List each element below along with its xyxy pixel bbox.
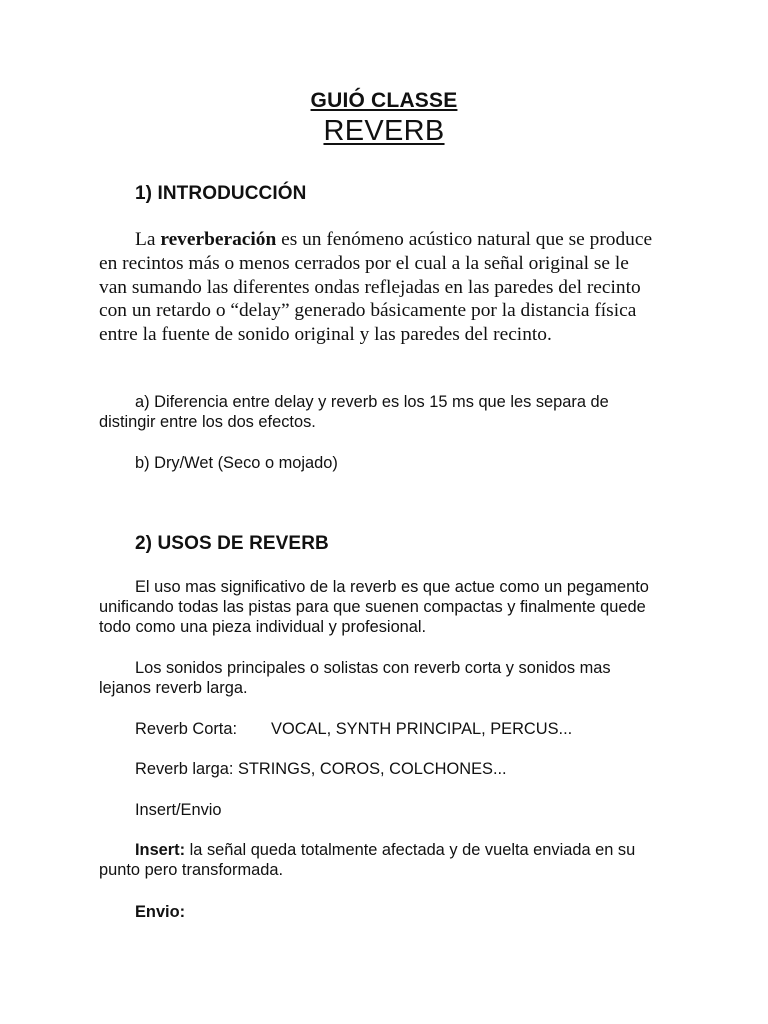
reverb-corta-line (99, 719, 659, 739)
document-title (0, 89, 768, 148)
usos-paragraph-2: Los sonidos principales o solistas con reverb corta y sonidos mas lejanos reverb larga. (99, 659, 611, 697)
usos-paragraph-1: El uso mas significativo de la reverb es que actue como un pegamento unificando todas las pistas para que suenen compactas y finalmente quede todo como una pieza individual y profesional. (99, 578, 649, 636)
intro-item-b: b) Dry/Wet (Seco o mojado) (135, 454, 338, 472)
intro-paragraph-bold-term: reverberación (160, 229, 277, 250)
title-line-guio-classe: GUIÓ CLASSE (310, 89, 458, 112)
intro-paragraph-rest: es un fenómeno acústico natural que se produce en recintos más o menos cerrados por el cual a la señal original se le van sumando las diferentes ondas reflejadas en las paredes del recinto con un retardo o “delay” generado básicamente por la distancia física entre la fuente de sonido original y las paredes del recinto. (99, 229, 653, 346)
insert-label: Insert: (135, 841, 186, 859)
reverb-larga-line: Reverb larga: STRINGS, COROS, COLCHONES... (135, 760, 507, 778)
envio-label: Envio: (135, 903, 186, 921)
reverb-corta-value: VOCAL, SYNTH PRINCIPAL, PERCUS... (271, 720, 573, 738)
title-line-reverb: REVERB (323, 115, 445, 147)
intro-paragraph (99, 228, 659, 347)
insert-paragraph (99, 840, 659, 880)
insert-text: la señal queda totalmente afectada y de vuelta enviada en su punto pero transformada. (99, 841, 636, 879)
intro-item-a: a) Diferencia entre delay y reverb es los 15 ms que les separa de distingir entre los dos efectos. (99, 393, 609, 431)
intro-paragraph-start: La (135, 229, 161, 250)
envio-paragraph (99, 902, 659, 922)
insert-envio-line: Insert/Envio (135, 801, 222, 819)
reverb-corta-label: Reverb Corta: (135, 720, 238, 738)
section-heading-usos: 2) USOS DE REVERB (135, 533, 329, 554)
section-heading-introduccion: 1) INTRODUCCIÓN (135, 183, 307, 204)
